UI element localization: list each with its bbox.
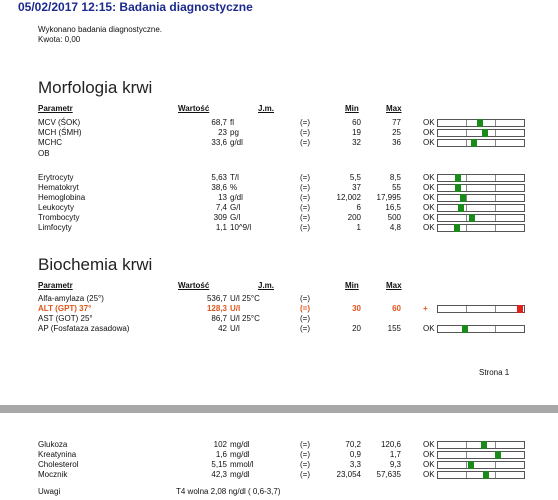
param-value: 42,3 (211, 469, 227, 479)
range-bar-divider (466, 462, 467, 468)
header-jm: J.m. (258, 104, 275, 113)
param-value: 1,1 (215, 222, 227, 232)
param-min: 200 (347, 212, 361, 222)
param-unit: fl (230, 118, 234, 127)
param-value: 5,15 (211, 459, 227, 469)
result-row (0, 314, 558, 324)
range-bar-divider (495, 306, 496, 312)
range-bar-divider (495, 215, 496, 221)
range-bar-divider (466, 175, 467, 181)
param-unit: g/dl (230, 192, 243, 202)
range-bar (437, 139, 525, 147)
range-bar-divider (495, 140, 496, 146)
result-row (0, 128, 558, 138)
param-min: 19 (352, 127, 361, 137)
result-row (0, 304, 558, 314)
range-bar-divider (495, 195, 496, 201)
param-value: 7,4 (215, 202, 227, 212)
param-flag: (=) (300, 303, 310, 313)
param-flag: (=) (300, 118, 310, 127)
range-bar-divider (466, 452, 467, 458)
param-min: 70,2 (345, 440, 361, 449)
result-row (0, 460, 558, 470)
param-status: OK (423, 469, 435, 479)
param-value: 5,63 (211, 173, 227, 182)
param-flag: (=) (300, 294, 310, 303)
range-bar (437, 129, 525, 137)
range-bar (437, 174, 525, 182)
param-flag: (=) (300, 212, 310, 222)
param-unit: G/l (230, 212, 241, 222)
param-min: 20 (352, 323, 361, 333)
param-unit: mg/dl (230, 469, 250, 479)
param-name: Hematokryt (38, 182, 79, 192)
range-bar-divider (495, 462, 496, 468)
param-unit: T/l (230, 173, 239, 182)
param-unit: 10^9/l (230, 222, 252, 232)
param-min: 60 (352, 118, 361, 127)
param-name: Erytrocyty (38, 173, 74, 182)
param-status: + (423, 303, 428, 313)
range-bar-marker (471, 139, 477, 147)
param-max: 77 (392, 118, 401, 127)
param-max: 8,5 (389, 173, 401, 182)
param-min: 32 (352, 137, 361, 147)
range-bar-divider (495, 472, 496, 478)
range-bar (437, 119, 525, 127)
param-flag: (=) (300, 173, 310, 182)
param-min: 6 (356, 202, 361, 212)
param-flag: (=) (300, 449, 310, 459)
param-status: OK (423, 323, 435, 333)
range-bar-divider (466, 442, 467, 448)
param-flag: (=) (300, 440, 310, 449)
range-bar-divider (466, 140, 467, 146)
result-row (0, 213, 558, 223)
param-name: Kreatynina (38, 449, 77, 459)
param-flag: (=) (300, 323, 310, 333)
range-bar-marker (482, 129, 488, 137)
range-bar-marker (460, 194, 466, 202)
param-min: 12,002 (336, 192, 361, 202)
param-status: OK (423, 182, 435, 192)
subheading-ob (0, 149, 558, 159)
param-max: 36 (392, 137, 401, 147)
range-bar-divider (466, 130, 467, 136)
param-flag: (=) (300, 127, 310, 137)
intro-line-2: Kwota: 0,00 (38, 35, 81, 44)
range-bar-marker (495, 451, 501, 459)
param-name: AST (GOT) 25° (38, 313, 93, 323)
param-max: 9,3 (389, 459, 401, 469)
range-bar-marker (481, 441, 487, 449)
param-name: MCHC (38, 137, 62, 147)
range-bar-marker (454, 224, 460, 232)
header-parametr-2: Parametr (38, 281, 73, 290)
param-value: 68,7 (211, 118, 227, 127)
param-unit: mmol/l (230, 459, 254, 469)
param-min: 23,054 (336, 469, 361, 479)
range-bar-divider (466, 472, 467, 478)
result-row (0, 440, 558, 450)
notes-text: T4 wolna 2,08 ng/dl ( 0,6-3,7) (176, 487, 281, 496)
range-bar (437, 194, 525, 202)
param-unit: G/l (230, 202, 241, 212)
header-parametr: Parametr (38, 104, 73, 113)
range-bar-divider (495, 185, 496, 191)
param-flag: (=) (300, 182, 310, 192)
param-value: 38,6 (211, 182, 227, 192)
result-row (0, 470, 558, 480)
param-flag: (=) (300, 222, 310, 232)
param-flag: (=) (300, 313, 310, 323)
param-max: 25 (392, 127, 401, 137)
range-bar-marker (483, 471, 489, 479)
range-bar-divider (495, 120, 496, 126)
result-row (0, 118, 558, 128)
param-name: Limfocyty (38, 222, 72, 232)
header-min-2: Min (345, 281, 359, 290)
range-bar-divider (495, 326, 496, 332)
range-bar (437, 204, 525, 212)
param-max: 1,7 (389, 449, 401, 459)
param-max: 155 (387, 323, 401, 333)
range-bar-divider (466, 205, 467, 211)
param-value: 309 (213, 212, 227, 222)
ob-label: OB (38, 149, 50, 158)
range-bar-marker (455, 174, 461, 182)
param-status: OK (423, 440, 435, 449)
param-unit: U/l (230, 323, 240, 333)
param-min: 37 (352, 182, 361, 192)
param-value: 23 (218, 127, 227, 137)
param-status: OK (423, 459, 435, 469)
result-row (0, 138, 558, 148)
param-status: OK (423, 118, 435, 127)
notes-row (0, 487, 558, 497)
param-value: 102 (213, 440, 227, 449)
range-bar (437, 441, 525, 449)
range-bar-divider (466, 120, 467, 126)
range-bar-divider (466, 185, 467, 191)
param-unit: % (230, 182, 238, 192)
param-value: 536,7 (206, 294, 227, 303)
param-unit: mg/dl (230, 440, 250, 449)
range-bar-marker (517, 305, 523, 313)
range-bar-divider (495, 205, 496, 211)
param-status: OK (423, 192, 435, 202)
param-max: 57,635 (376, 469, 401, 479)
header-max-2: Max (386, 281, 402, 290)
param-flag: (=) (300, 459, 310, 469)
param-unit: U/l 25°C (230, 294, 260, 303)
range-bar-marker (458, 204, 464, 212)
range-bar-divider (495, 175, 496, 181)
result-row (0, 183, 558, 193)
range-bar-marker (455, 184, 461, 192)
result-row (0, 294, 558, 304)
param-flag: (=) (300, 137, 310, 147)
param-status: OK (423, 222, 435, 232)
param-flag: (=) (300, 192, 310, 202)
page-number: Strona 1 (479, 368, 510, 377)
param-value: 13 (218, 192, 227, 202)
param-value: 1,6 (215, 449, 227, 459)
param-min: 1 (356, 222, 361, 232)
range-bar-marker (468, 461, 474, 469)
param-max: 17,995 (376, 192, 401, 202)
param-name: Trombocyty (38, 212, 80, 222)
param-unit: mg/dl (230, 449, 250, 459)
param-name: Glukoza (38, 440, 68, 449)
param-name: Alfa-amylaza (25°) (38, 294, 104, 303)
report-title: 05/02/2017 12:15: Badania diagnostyczne (18, 0, 253, 14)
param-min: 30 (352, 303, 361, 313)
range-bar (437, 305, 525, 313)
range-bar-divider (495, 130, 496, 136)
range-bar (437, 461, 525, 469)
range-bar (437, 214, 525, 222)
param-name: Cholesterol (38, 459, 79, 469)
page-separator (0, 405, 558, 413)
param-max: 4,8 (389, 222, 401, 232)
range-bar-divider (466, 215, 467, 221)
param-max: 16,5 (385, 202, 401, 212)
param-unit: pg (230, 127, 239, 137)
range-bar-marker (469, 214, 475, 222)
range-bar (437, 224, 525, 232)
result-row (0, 324, 558, 334)
param-unit: g/dl (230, 137, 243, 147)
range-bar-divider (495, 225, 496, 231)
range-bar-marker (462, 325, 468, 333)
range-bar (437, 325, 525, 333)
param-min: 0,9 (349, 449, 361, 459)
param-status: OK (423, 202, 435, 212)
header-min: Min (345, 104, 359, 113)
param-name: MCV (ŚOK) (38, 118, 81, 127)
param-value: 33,6 (211, 137, 227, 147)
param-min: 3,3 (349, 459, 361, 469)
param-name: AP (Fosfataza zasadowa) (38, 323, 130, 333)
range-bar (437, 184, 525, 192)
range-bar-marker (477, 119, 483, 127)
param-status: OK (423, 449, 435, 459)
param-min: 5,5 (349, 173, 361, 182)
param-status: OK (423, 173, 435, 182)
header-max: Max (386, 104, 402, 113)
param-unit: U/l (230, 303, 241, 313)
param-max: 500 (387, 212, 401, 222)
range-bar-divider (466, 195, 467, 201)
param-name: Hemoglobina (38, 192, 86, 202)
param-name: MCH (ŚMH) (38, 127, 82, 137)
result-row (0, 203, 558, 213)
range-bar-divider (495, 442, 496, 448)
param-value: 86,7 (211, 313, 227, 323)
param-flag: (=) (300, 469, 310, 479)
param-value: 42 (218, 323, 227, 333)
intro-text (38, 25, 162, 45)
range-bar-divider (466, 306, 467, 312)
section-title-biochemia: Biochemia krwi (38, 255, 153, 274)
param-status: OK (423, 137, 435, 147)
param-flag: (=) (300, 202, 310, 212)
range-bar-divider (466, 225, 467, 231)
result-row (0, 450, 558, 460)
header-wartosc: Wartość (178, 104, 210, 113)
result-row (0, 173, 558, 183)
param-name: Mocznik (38, 469, 68, 479)
intro-line-1: Wykonano badania diagnostyczne. (38, 25, 163, 34)
header-jm-2: J.m. (258, 281, 275, 290)
param-max: 55 (392, 182, 401, 192)
result-row (0, 193, 558, 203)
range-bar (437, 471, 525, 479)
range-bar (437, 451, 525, 459)
param-status: OK (423, 212, 435, 222)
param-unit: U/l 25°C (230, 313, 260, 323)
param-name: Leukocyty (38, 202, 75, 212)
section-title-morfologia: Morfologia krwi (38, 78, 153, 97)
header-wartosc-2: Wartość (178, 281, 210, 290)
result-row (0, 223, 558, 233)
notes-label: Uwagi (38, 487, 61, 496)
param-max: 60 (392, 303, 401, 313)
param-max: 120,6 (380, 440, 401, 449)
param-name: ALT (GPT) 37° (38, 303, 92, 313)
param-value: 128,3 (206, 303, 227, 313)
param-status: OK (423, 127, 435, 137)
